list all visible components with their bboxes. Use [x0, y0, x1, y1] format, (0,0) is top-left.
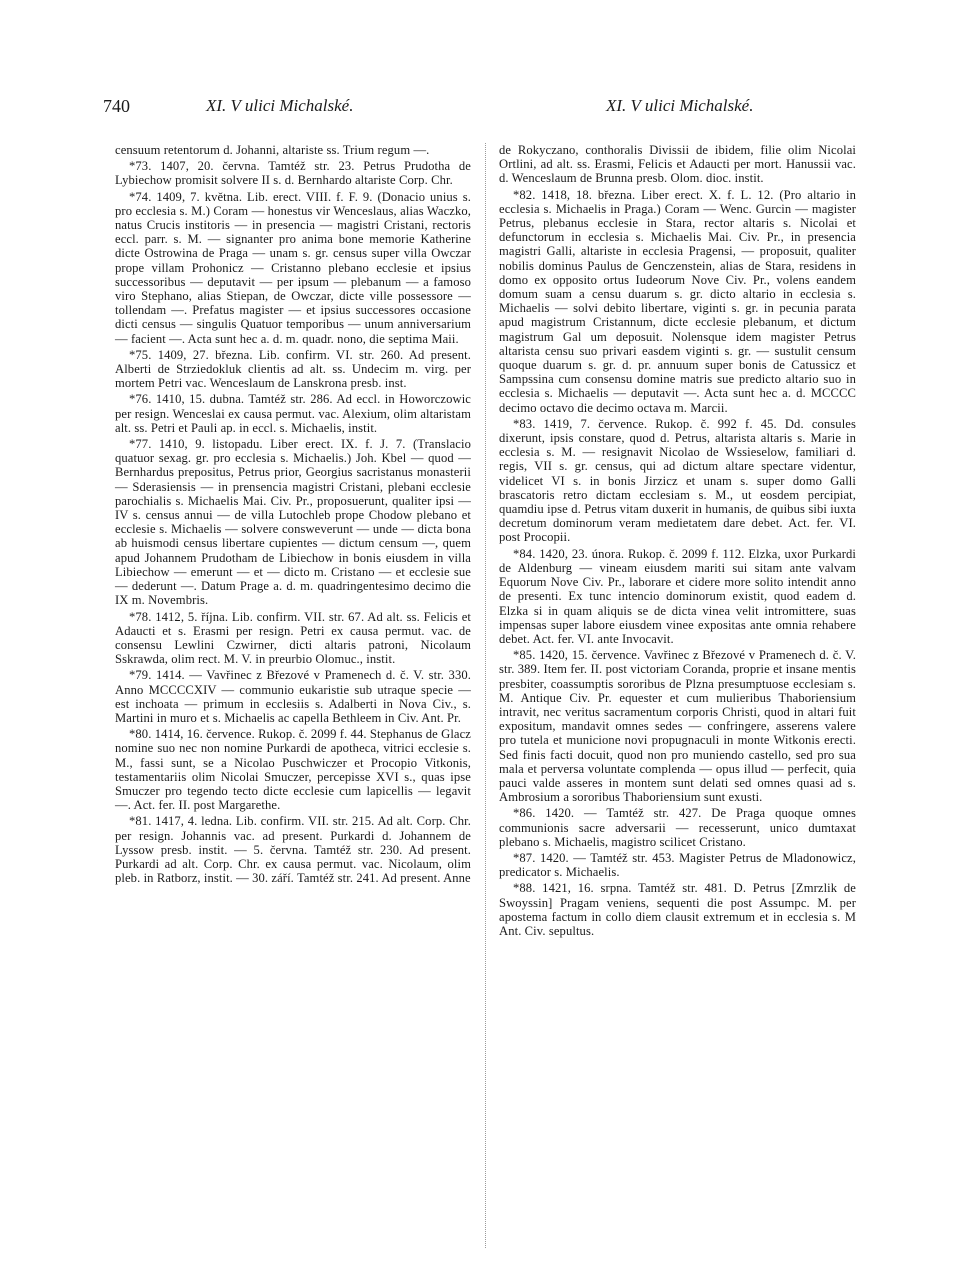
- paragraph: de Rokyczano, conthoralis Divissii de ibidem, filie olim Nicolai Ortlini, ad alt. ss. Erasmi, Felicis et Adaucti per mort. Hanussii vac. d. Wenceslaum de Brunna presb. Olom. dioc. instit.: [499, 143, 856, 186]
- paragraph: *74. 1409, 7. května. Lib. erect. VIII. f. F. 9. (Donacio unius s. pro ecclesia s. M.) Coram — honestus vir Wenceslaus, alias Waczko, natus Crucis institoris — in presencia — magistri Cristani, rectoris eccl. parr. s. M. — signanter pro anima bone memorie Katherine dicte Ostrowina de Praga — unam s. gr. census super villa Owczar prope villam Prohonicz — Cristanno plebano ecclesie et ipsius successoribus — deputavit — per ipsum — plebanum — a famoso viro Stephano, alias Stiepan, de Owczar, dicte ville possessore — tollendam —. Prefatus magister — et ipsius successores occasione dicti census — singulis Quatuor temporibus — unum anniversarium — facient —. Acta sunt hec a. d. m. quadr. nono, die septima Maii.: [115, 189, 471, 346]
- paragraph: *75. 1409, 27. března. Lib. confirm. VI. str. 260. Ad present. Alberti de Strziedokluk clientis ad alt. ss. Undecim m. virg. per mortem Petri vac. Wenceslaum de Lanskrona presb. inst.: [115, 347, 471, 391]
- paragraph: *73. 1407, 20. června. Tamtéž str. 23. Petrus Prudotha de Lybiechow promisit solvere II s. d. Bernhardo altariste Corp. Chr.: [115, 159, 471, 188]
- paragraph: *85. 1420, 15. července. Vavřinec z Březové v Pramenech d. č. V. str. 389. Item fer. II. post victoriam Coranda, proprie et insane mentis presbiter, coassumptis sororibus de Plzna presumptuose ecclesiam s. M. Antique Civ. Pr. equester et cum mulieribus Thaboriensium intravit, nec veritus sacramentum corporis Christi, quod in altari fuit expositum, mandavit omnes sedes — confringere, asserens valere pro tutela et municione novi propugnaculi in monte Witkonis erecti. Sed finis facti docuit, quod non pro muniendo castello, sed pro sua mala et perversa voluntate complenda — opus illud — perfecit, quia pauci valde asseres in montem sunt delati sed omnes quasi ad s. Ambrosium a sororibus Thaboriensium sunt exusti.: [499, 648, 856, 805]
- paragraph: *88. 1421, 16. srpna. Tamtéž str. 481. D. Petrus [Zmrzlik de Swoyssin] Pragam veniens, sequenti die post Assumpc. M. per apostema factum in collo diem clausit extremum et in ecclesia s. M Ant. Civ. sepultus.: [499, 881, 856, 938]
- paragraph: *82. 1418, 18. března. Liber erect. X. f. L. 12. (Pro altario in ecclesia s. Michaelis in Praga.) Coram — Wenc. Gurcin — magister Petrus, plebanus ecclesie in Stara, rector altaris s. Nicolai et defunctorum in ecclesia s. Michaelis Mai. Civ. Pr., in presencia magistri Galli, altariste in ecclesia Pragensi, — proposuit, qualiter nobilis dominus Paulus de Genczenstein, alias de Stara, residens in domo ex opposito ortus Iudeorum Nove Civ. Pr., volens eandem domum suam a censu duarum s. gr. dicto altario in ecclesia s. Michaelis — solvi debito libertare, viginti s. gr. in pecunia parata apud magistrum Cristannum, dicte ecclesie plebanum, et dictum magistrum Gal um deposuit. Nolensque idem magister Petrus altarista censu suo privari easdem viginti s. gr. — sustulit censum quoque duarum s. gr. d. pr. annuum super bonis de Catussicz et Sampssina cum consensu domine matris sue predicto altario suo in ecclesia s. Michaelis — deputavit —. Acta sunt hec a. d. MCCCC decimo octavo die decimo octava m. Marcii.: [499, 187, 856, 415]
- paragraph: *79. 1414. — Vavřinec z Březové v Pramenech d. č. V. str. 330. Anno MCCCCXIV — communio eukaristie sub utraque specie — est inchoata — primum in ecclesiis s. Adalberti in Nova Civ., s. Martini in muro et s. Michaelis ac capella Bethleem in Civ. Ant. Pr.: [115, 668, 471, 725]
- paragraph: *76. 1410, 15. dubna. Tamtéž str. 286. Ad eccl. in Howorczowic per resign. Wenceslai ex causa permut. vac. Alexium, olim altaristam alt. ss. Petri et Pauli ap. in eccl. s. Michaelis, instit.: [115, 392, 471, 435]
- left-column: [115, 143, 471, 887]
- running-header-right: XI. V ulici Michalské.: [606, 96, 754, 115]
- paragraph: *77. 1410, 9. listopadu. Liber erect. IX. f. J. 7. (Translacio quatuor sexag. gr. pro ecclesia s. Michaelis.) Joh. Kbel — quod — Bernhardus prepositus, Petrus prior, Georgius sacristanus monasterii — Sderasiensis — in prensencia magistri Cristani, plebani ecclesie parochialis s. Michaelis Mai. Civ. Pr., proposuerunt, qualiter ipsi — IV s. census annui — de villa Lutochleb prope Chodow plebano et ecclesie s. Michaelis — solvere consweverunt — unde — dicta bona ab huismodi census libertare cupientes — dictum censum —, quem apud Johannem Prudotham de Libiechow in bonis eiusdem in villa Libiechow — emerunt — et — dicto m. Cristano — et ecclesie sue — dederunt —. Datum Prage a. d. m. quadringentesimo decimo die IX m. Novembris.: [115, 437, 471, 608]
- page-number: 740: [103, 96, 130, 116]
- paragraph: *87. 1420. — Tamtéž str. 453. Magister Petrus de Mladonowicz, predicator s. Michaelis.: [499, 850, 856, 880]
- right-column: [499, 143, 856, 940]
- running-header-left: XI. V ulici Michalské.: [206, 96, 354, 115]
- paragraph: *81. 1417, 4. ledna. Lib. confirm. VII. str. 215. Ad alt. Corp. Chr. per resign. Johannis vac. ad present. Purkardi d. Johannem de Lyssow presb. instit. — 5. června. Tamtéž str. 230. Ad present. Purkardi ad alt. Corp. Chr. ex causa permut. vac. Nicolaum, olim pleb. in Ratborz, instit. — 30. září. Tamtéž str. 241. Ad present. Anne: [115, 814, 471, 886]
- column-divider: [485, 143, 487, 1248]
- paragraph: *83. 1419, 7. července. Rukop. č. 992 f. 45. Dd. consules dixerunt, ipsis constare, quod d. Petrus, altarista altaris s. Marie in ecclesia s. M. — resignavit Nicolao de Wssieselow, familiari d. regis, VII s. gr. census, qui ad dictum altare spectare videntur, videlicet VI s. in bonis Jirzicz et unam s. super domo Galli brascatoris retro dictam ecclesiam s. M., ut eosdem percipiat, quamdiu ipse d. Petrus vitam duxerit in humanis, de quibus sibi iuxta decretum dominorum veram medietatem dare debet. Act. fer. VI. post Procopii.: [499, 416, 856, 545]
- paragraph: *80. 1414, 16. července. Rukop. č. 2099 f. 44. Stephanus de Glacz nomine suo nec non nomine Purkardi de apotheca, vitrici ecclesie s. M., fassi sunt, se a Nicolao Puschwiczer et Procopio Vitkonis, testamentariis olim Nicolai Smuczer, percepisse XVI s., quas ipse Smuczer pro tegendo tecto dicte ecclesie cum lapicellis — legavit —. Act. fer. II. post Margarethe.: [115, 727, 471, 813]
- paragraph: *86. 1420. — Tamtéž str. 427. De Praga quoque omnes communionis sacre adversarii — recesserunt, unico dumtaxat plebano s. Michaelis, magistro scilicet Cristano.: [499, 806, 856, 849]
- paragraph: *84. 1420, 23. února. Rukop. č. 2099 f. 112. Elzka, uxor Purkardi de Aldenburg — vineam eiusdem mariti sui sitam ante valvam Equorum Nove Civ. Pr., laborare et cidere more solito intendit anno de presenti. Ex tunc intencio dominorum existit, quod eadem d. Elzka si in quam aliquis se de dicta vinea velit intromittere, suas impensas super labore eiusdem vinee expositas ante omnia rehabere debet. Act. fer. VI. ante Invocavit.: [499, 546, 856, 646]
- paragraph: censuum retentorum d. Johanni, altariste ss. Trium regum —.: [115, 143, 430, 157]
- paragraph: *78. 1412, 5. října. Lib. confirm. VII. str. 67. Ad alt. ss. Felicis et Adaucti et s. Erasmi per resign. Petri ex causa permut. vac. de consensu Lewlini Czwirner, dicti altaris patroni, Nicolaum Sskrawda, olim rect. M. V. in preurbio Olomuc., instit.: [115, 609, 471, 667]
